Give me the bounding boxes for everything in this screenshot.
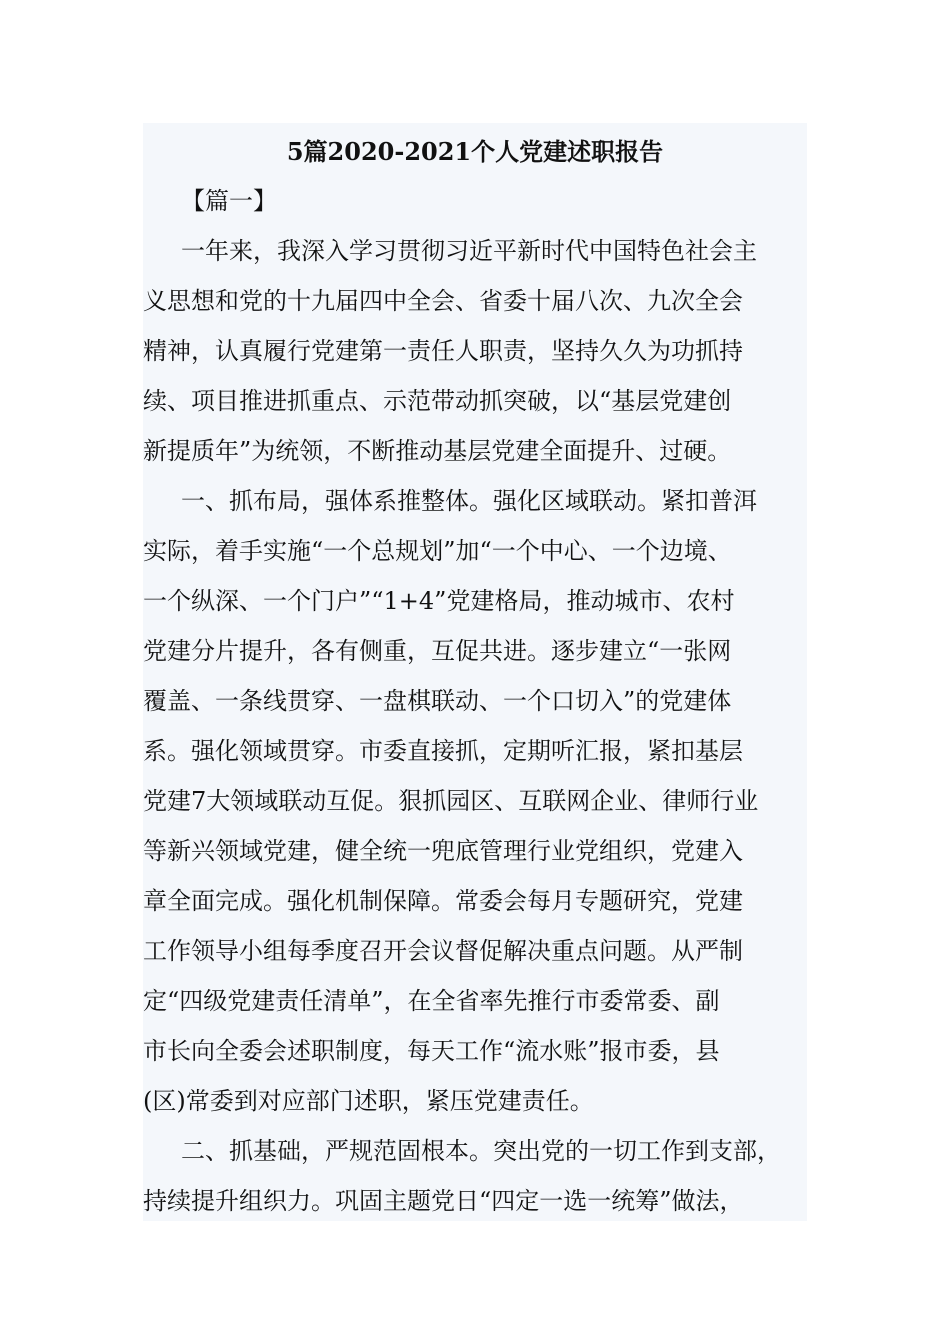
paragraph-line: 二、抓基础，严规范固根本。突出党的一切工作到支部，: [181, 1137, 781, 1165]
paragraph-line: 党建7大领域联动互促。狠抓园区、互联网企业、律师行业: [143, 787, 759, 815]
paragraph-line: 工作领导小组每季度召开会议督促解决重点问题。从严制: [143, 937, 743, 965]
paragraph-line: 覆盖、一条线贯穿、一盘棋联动、一个口切入”的党建体: [143, 687, 732, 715]
paragraph-line: 精神，认真履行党建第一责任人职责，坚持久久为功抓持: [143, 337, 743, 365]
paragraph-line: 新提质年”为统领，不断推动基层党建全面提升、过硬。: [143, 437, 732, 465]
document-title: 5篇2020-2021个人党建述职报告: [286, 137, 664, 166]
section-label: 【篇一】: [181, 187, 277, 215]
paragraph-line: 一、抓布局，强体系推整体。强化区域联动。紧扣普洱: [181, 487, 757, 515]
paragraph-line: 市长向全委会述职制度，每天工作“流水账”报市委，县: [143, 1037, 720, 1065]
document-page: [143, 123, 807, 1221]
paragraph-line: 义思想和党的十九届四中全会、省委十届八次、九次全会: [143, 287, 743, 315]
paragraph-line: 系。强化领域贯穿。市委直接抓，定期听汇报，紧扣基层: [143, 737, 743, 765]
paragraph-line: 持续提升组织力。巩固主题党日“四定一选一统筹”做法，: [143, 1187, 744, 1215]
paragraph-line: 党建分片提升，各有侧重，互促共进。逐步建立“一张网: [143, 637, 732, 665]
paragraph-line: 一年来，我深入学习贯彻习近平新时代中国特色社会主: [181, 237, 757, 265]
paragraph-line: 定“四级党建责任清单”，在全省率先推行市委常委、副: [143, 987, 720, 1015]
paragraph-line: 章全面完成。强化机制保障。常委会每月专题研究，党建: [143, 887, 743, 915]
paragraph-line: 一个纵深、一个门户”“1+4”党建格局，推动城市、农村: [143, 587, 735, 615]
paragraph-line: 实际，着手实施“一个总规划”加“一个中心、一个边境、: [143, 537, 732, 565]
paragraph-line: (区)常委到对应部门述职，紧压党建责任。: [143, 1087, 594, 1115]
paragraph-line: 续、项目推进抓重点、示范带动抓突破，以“基层党建创: [143, 387, 732, 415]
paragraph-line: 等新兴领域党建，健全统一兜底管理行业党组织，党建入: [143, 837, 743, 865]
